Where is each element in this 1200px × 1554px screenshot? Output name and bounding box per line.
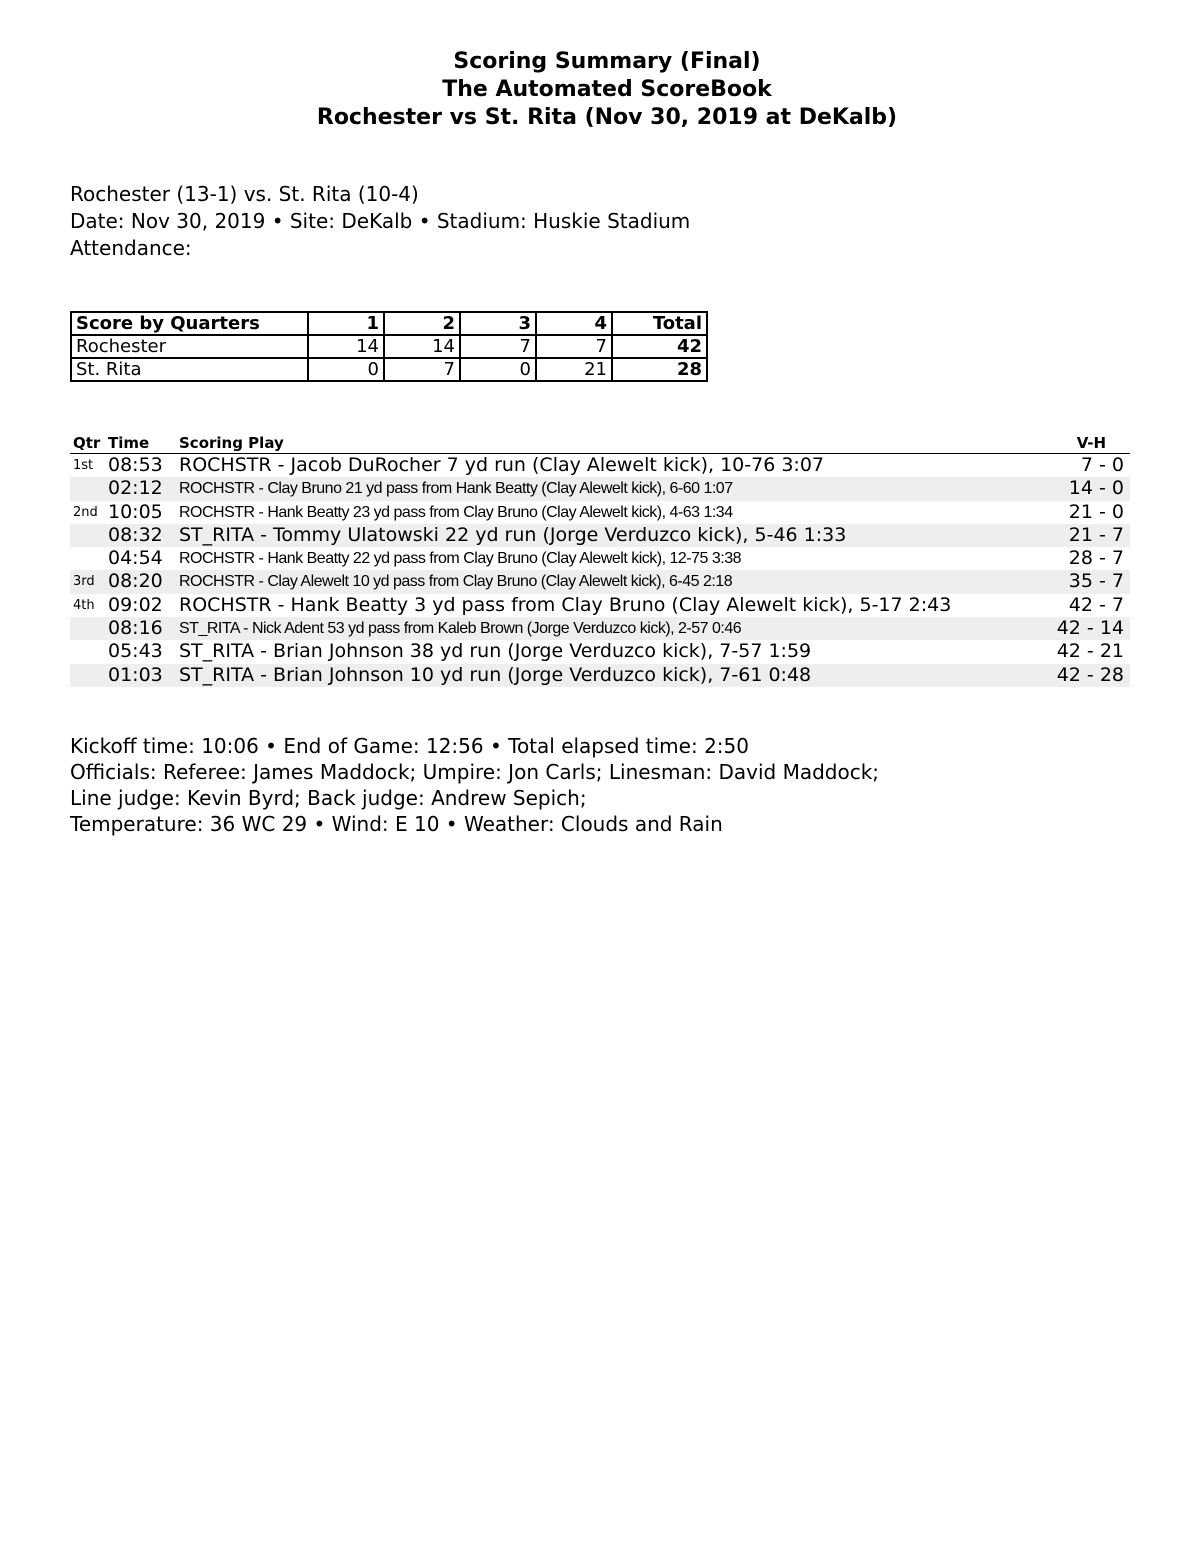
- date-site-line: Date: Nov 30, 2019 • Site: DeKalb • Stadium: Huskie Stadium: [70, 209, 691, 233]
- matchup-line: Rochester (13-1) vs. St. Rita (10-4): [70, 182, 419, 206]
- play-row: [70, 594, 1130, 617]
- play-row: [70, 570, 1130, 593]
- play-description: ST_RITA - Brian Johnson 38 yd run (Jorge Verduzco kick), 7-57 1:59: [179, 640, 812, 663]
- officials-line-2: Line judge: Kevin Byrd; Back judge: Andrew Sepich;: [70, 786, 587, 810]
- play-score: 42 - 7: [1068, 593, 1124, 616]
- scoring-plays-header: [70, 434, 1130, 454]
- play-time: 02:12: [108, 477, 163, 500]
- quarter-score: 0: [460, 358, 536, 381]
- play-description: ROCHSTR - Clay Bruno 21 yd pass from Hank Beatty (Clay Alewelt kick), 6-60 1:07: [179, 480, 733, 498]
- play-description: ROCHSTR - Clay Alewelt 10 yd pass from Clay Bruno (Clay Alewelt kick), 6-45 2:18: [179, 573, 733, 591]
- play-time: 05:43: [108, 640, 163, 663]
- col-qtr: Qtr: [73, 434, 101, 452]
- play-time: 10:05: [108, 500, 163, 523]
- score-table-header: [71, 312, 707, 335]
- quarter-score: 7: [460, 335, 536, 358]
- play-row: [70, 501, 1130, 524]
- score-header-q3: 3: [460, 312, 536, 335]
- col-score: V-H: [1076, 434, 1106, 452]
- play-time: 08:32: [108, 523, 163, 546]
- play-description: ROCHSTR - Jacob DuRocher 7 yd run (Clay Alewelt kick), 10-76 3:07: [179, 454, 824, 476]
- play-time: 08:16: [108, 617, 163, 640]
- play-score: 21 - 7: [1068, 523, 1124, 546]
- play-row: [70, 547, 1130, 570]
- play-row: [70, 640, 1130, 663]
- score-by-quarters-table: [70, 311, 708, 382]
- play-score: 35 - 7: [1068, 570, 1124, 593]
- play-quarter: 4th: [73, 597, 95, 613]
- play-score: 7 - 0: [1080, 454, 1124, 476]
- score-row-st-rita: [71, 358, 707, 381]
- play-score: 21 - 0: [1068, 500, 1124, 523]
- total-score: 28: [612, 358, 707, 381]
- play-score: 42 - 28: [1056, 663, 1124, 686]
- col-time: Time: [108, 434, 150, 452]
- score-row-rochester: [71, 335, 707, 358]
- play-description: ROCHSTR - Hank Beatty 23 yd pass from Clay Bruno (Clay Alewelt kick), 4-63 1:34: [179, 503, 733, 521]
- quarter-score: 14: [308, 335, 384, 358]
- play-description: ROCHSTR - Hank Beatty 22 yd pass from Clay Bruno (Clay Alewelt kick), 12-75 3:38: [179, 550, 741, 568]
- play-score: 42 - 21: [1056, 640, 1124, 663]
- play-row: [70, 454, 1130, 477]
- play-quarter: 2nd: [73, 504, 98, 520]
- play-score: 42 - 14: [1056, 617, 1124, 640]
- col-scoring-play: Scoring Play: [179, 434, 284, 452]
- scoring-plays-table: [70, 434, 1130, 687]
- play-description: ROCHSTR - Hank Beatty 3 yd pass from Clay Bruno (Clay Alewelt kick), 5-17 2:43: [179, 593, 952, 616]
- report-title: [0, 48, 1200, 132]
- score-header-q1: 1: [308, 312, 384, 335]
- play-row: [70, 617, 1130, 640]
- play-time: 09:02: [108, 593, 163, 616]
- play-row: [70, 524, 1130, 547]
- play-time: 04:54: [108, 547, 163, 570]
- weather-line: Temperature: 36 WC 29 • Wind: E 10 • Weather: Clouds and Rain: [70, 812, 723, 836]
- quarter-score: 7: [384, 358, 460, 381]
- play-score: 14 - 0: [1068, 477, 1124, 500]
- play-quarter: 3rd: [73, 574, 95, 590]
- quarter-score: 7: [536, 335, 612, 358]
- play-time: 01:03: [108, 663, 163, 686]
- title-line-1: Scoring Summary (Final): [453, 49, 761, 74]
- game-times: Kickoff time: 10:06 • End of Game: 12:56 • Total elapsed time: 2:50: [70, 734, 749, 758]
- title-line-2: The Automated ScoreBook: [442, 77, 772, 102]
- play-row: [70, 477, 1130, 500]
- play-time: 08:20: [108, 570, 163, 593]
- quarter-score: 14: [384, 335, 460, 358]
- score-header-q4: 4: [536, 312, 612, 335]
- attendance-line: Attendance:: [70, 236, 192, 260]
- score-header-q2: 2: [384, 312, 460, 335]
- team-name: Rochester: [71, 335, 308, 358]
- total-score: 42: [612, 335, 707, 358]
- game-footer: [70, 733, 879, 837]
- team-name: St. Rita: [71, 358, 308, 381]
- play-description: ST_RITA - Nick Adent 53 yd pass from Kaleb Brown (Jorge Verduzco kick), 2-57 0:46: [179, 620, 742, 638]
- score-header-total: Total: [612, 312, 707, 335]
- quarter-score: 21: [536, 358, 612, 381]
- quarter-score: 0: [308, 358, 384, 381]
- game-info: [70, 181, 690, 262]
- play-description: ST_RITA - Tommy Ulatowski 22 yd run (Jorge Verduzco kick), 5-46 1:33: [179, 523, 847, 546]
- title-line-3: Rochester vs St. Rita (Nov 30, 2019 at DeKalb): [316, 105, 898, 130]
- play-score: 28 - 7: [1068, 547, 1124, 570]
- play-row: [70, 664, 1130, 687]
- play-quarter: 1st: [73, 458, 94, 473]
- play-description: ST_RITA - Brian Johnson 10 yd run (Jorge Verduzco kick), 7-61 0:48: [179, 663, 812, 686]
- officials-line-1: Officials: Referee: James Maddock; Umpire: Jon Carls; Linesman: David Maddock;: [70, 760, 880, 784]
- play-time: 08:53: [108, 454, 163, 476]
- score-header-label: Score by Quarters: [71, 312, 308, 335]
